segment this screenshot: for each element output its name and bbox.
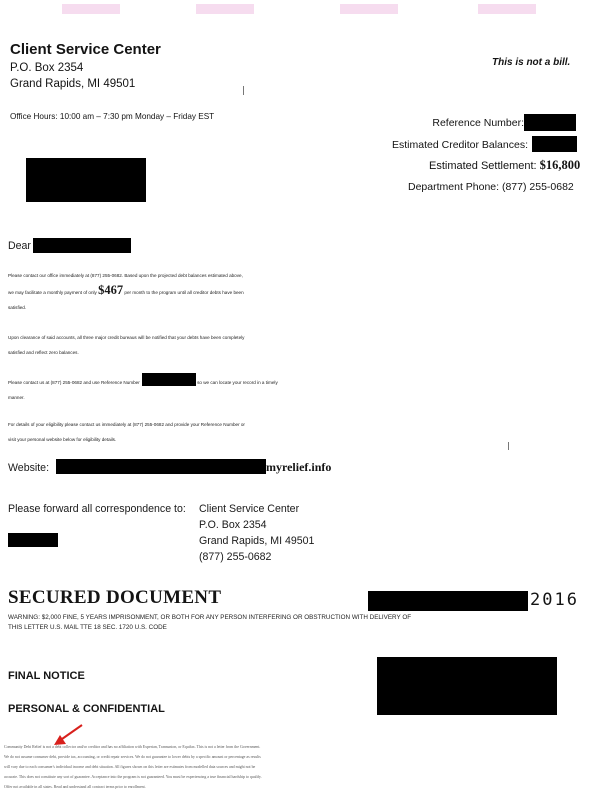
personal-confidential: PERSONAL & CONFIDENTIAL	[8, 703, 165, 715]
warning-line2: THIS LETTER U.S. MAIL TTE 18 SEC. 1720 U.S. CODE	[8, 624, 167, 631]
secured-document-title: SECURED DOCUMENT	[8, 587, 222, 608]
p4-line1: For details of your eligibility please contact us immediately at (877) 255-0682 and provide your Reference Number or	[8, 422, 245, 427]
website-label: Website:	[8, 462, 50, 474]
reference-number-label: Reference Number:	[432, 117, 524, 129]
redacted-barcode	[368, 591, 528, 611]
fine-print-line5: Offer not available in all states. Read and understand all contract terms prior to enrollment.	[4, 785, 146, 789]
redacted-recipient-name	[33, 238, 131, 253]
redacted-sender-code	[8, 533, 58, 547]
redacted-reference-number	[524, 114, 576, 131]
redacted-creditor-balances	[532, 136, 577, 152]
top-print-mark-2	[196, 4, 254, 14]
stray-mark	[243, 86, 244, 95]
p1-line2	[8, 283, 594, 300]
top-print-mark-3	[340, 4, 398, 14]
website-suffix: myrelief.info	[266, 460, 332, 474]
paragraph-reference-number	[8, 373, 594, 405]
fine-print-line3: will vary due to each consumer's individual income and debt situation. All figures shown on this letter are estimates from modelled data sources and might not be	[4, 765, 256, 769]
paragraph-contact-office	[8, 268, 594, 315]
p1-line3: satisfied.	[8, 305, 27, 310]
warning-line1: WARNING: $2,000 FINE, 5 YEARS IMPRISONMENT, OR BOTH FOR ANY PERSON INTERFERING OR OBSTRUCTION WITH DELIVERY OF	[8, 614, 412, 621]
forward-phone: (877) 255-0682	[199, 551, 272, 563]
paragraph-eligibility	[8, 417, 594, 447]
estimated-settlement	[429, 158, 580, 173]
redacted-website-prefix	[56, 459, 266, 474]
final-notice: FINAL NOTICE	[8, 670, 85, 682]
top-print-mark-1	[62, 4, 120, 14]
paragraph-credit-bureaus	[8, 330, 594, 360]
p1-line2-text: we may facilitate a monthly payment of only	[8, 290, 99, 295]
p2-line1: Upon clearance of said accounts, all three major credit bureaus will be notified that your debts have been completely	[8, 335, 245, 340]
redacted-recipient-address	[26, 158, 146, 202]
p3-line2: manner.	[8, 395, 25, 400]
not-a-bill-notice: This is not a bill.	[492, 57, 571, 68]
company-address-line2: Grand Rapids, MI 49501	[10, 78, 136, 90]
top-print-mark-4	[478, 4, 536, 14]
monthly-payment-amount: $467	[98, 283, 124, 297]
company-name: Client Service Center	[10, 41, 161, 58]
department-phone: Department Phone: (877) 255-0682	[408, 181, 574, 193]
p3-line1	[8, 373, 594, 390]
forward-address-line2: Grand Rapids, MI 49501	[199, 535, 315, 547]
settlement-label: Estimated Settlement:	[429, 160, 537, 172]
office-hours: Office Hours: 10:00 am – 7:30 pm Monday – Friday EST	[10, 112, 215, 121]
p1-line2-tail: per month to the program until all creditor debts have been	[123, 290, 244, 295]
redacted-reference-inline	[142, 373, 196, 386]
p2-line2: satisfied and reflect zero balances.	[8, 350, 79, 355]
fine-print	[4, 742, 596, 792]
company-address-line1: P.O. Box 2354	[10, 62, 84, 74]
creditor-balances-label: Estimated Creditor Balances:	[392, 139, 528, 151]
redacted-mailing-address	[377, 657, 557, 715]
p1-line1: Please contact our office immediately at (877) 255-0682. Based upon the projected debt balances estimated above,	[8, 273, 243, 278]
forward-correspondence-label: Please forward all correspondence to:	[8, 503, 186, 515]
forward-name: Client Service Center	[199, 503, 300, 515]
stray-mark-2	[508, 442, 509, 450]
p3-line1-tail: so we can locate your record in a timely	[197, 380, 278, 385]
fine-print-line4: accurate. This does not constitute any sort of guarantee. Acceptance into the program is not guaranteed. You must be experiencing a true financial hardship to qualify.	[4, 775, 262, 779]
salutation: Dear	[8, 240, 31, 252]
fine-print-line2: We do not assume consumer debt, provide tax, accounting, or credit repair services. We do not guarantee to lower debts by a specific amount or percentage as results	[4, 755, 261, 759]
settlement-value: $16,800	[539, 158, 581, 172]
forward-address-line1: P.O. Box 2354	[199, 519, 267, 531]
document-year: 2016	[530, 590, 579, 610]
p4-line2: visit your personal website below for eligibility details.	[8, 437, 117, 442]
p3-line1-text: Please contact us at (877) 255-0682 and use Reference Number	[8, 380, 140, 385]
fine-print-line1: Community Debt Relief is not a debt collector and/or creditor and has no affiliation with Experian, Transunion, or Equifax. This is not a letter from the Government.	[4, 745, 261, 749]
